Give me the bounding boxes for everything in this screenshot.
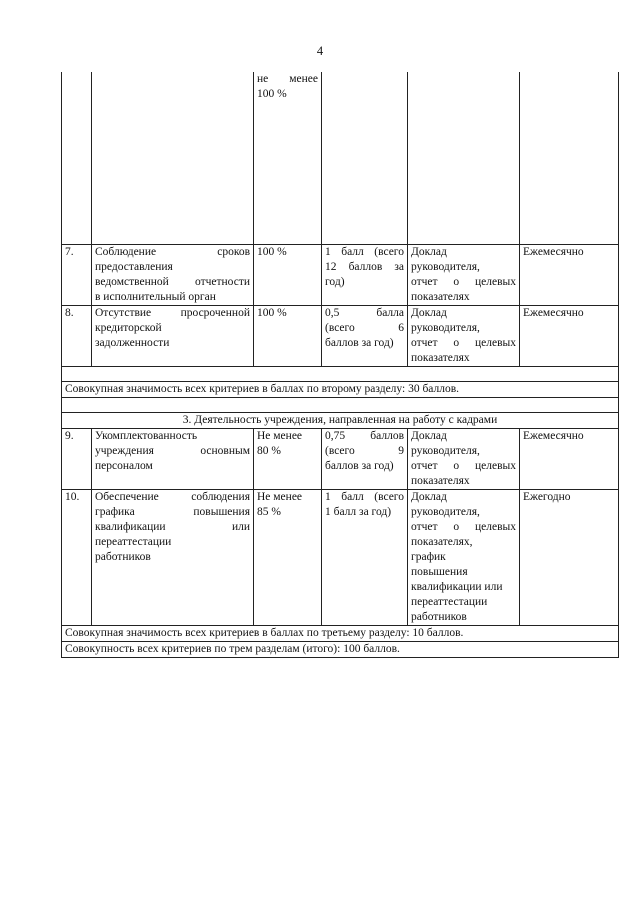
name-line: работников [95, 550, 151, 563]
cell-period: Ежемесячно [520, 305, 619, 366]
name-line: персоналом [95, 459, 153, 472]
cell-period [520, 72, 619, 244]
cell-score [322, 428, 408, 489]
name-line: в исполнительный орган [95, 290, 216, 303]
table-row [62, 305, 619, 366]
cell-period: Ежегодно [520, 489, 619, 625]
section3-title: 3. Деятельность учреждения, направленная на работу с кадрами [62, 412, 619, 428]
grand-total-row [62, 641, 619, 657]
spacer-row [62, 397, 619, 412]
value-line: Не менее [257, 429, 303, 442]
cell-value: 100 % [254, 244, 322, 305]
spacer-row [62, 366, 619, 381]
value-line: 80 % [257, 444, 281, 457]
score-line: 1 балл (всего [325, 490, 404, 503]
report-line: работников [411, 610, 467, 623]
grand-total: Совокупность всех критериев по трем разделам (итого): 100 баллов. [62, 641, 619, 657]
report-line: Доклад [411, 306, 447, 319]
report-line: руководителя, [411, 505, 480, 518]
section2-total-row [62, 381, 619, 397]
report-line: повышения [411, 565, 468, 578]
score-line: 1 балл за год) [325, 505, 392, 518]
cell-score [322, 305, 408, 366]
score-line: баллов за год) [325, 459, 394, 472]
report-line: Доклад [411, 490, 447, 503]
table-row [62, 244, 619, 305]
report-line: Доклад [411, 245, 447, 258]
report-line: график [411, 550, 446, 563]
report-line: показателях [411, 351, 470, 364]
report-line: отчет о целевых [411, 336, 516, 349]
name-line: предоставления [95, 260, 173, 273]
score-line: (всего 9 [325, 444, 404, 457]
cell-score [322, 244, 408, 305]
score-line: год) [325, 275, 345, 288]
cell-num: 8. [62, 305, 92, 366]
name-line: Отсутствие просроченной [95, 306, 250, 319]
name-line: задолженности [95, 336, 170, 349]
report-line: квалификации или [411, 580, 503, 593]
value-line: Не менее [257, 490, 303, 503]
name-line: квалификации или [95, 520, 250, 533]
value-line: 85 % [257, 505, 281, 518]
cell-value [254, 72, 322, 244]
criteria-table [61, 72, 619, 658]
cell-name [92, 72, 254, 244]
name-line: Обеспечение соблюдения [95, 490, 250, 503]
cell-name [92, 244, 254, 305]
score-line: 12 баллов за [325, 260, 404, 273]
table-row [62, 489, 619, 625]
report-line: показателях [411, 474, 470, 487]
score-line: 0,75 баллов [325, 429, 404, 442]
report-line: переаттестации [411, 595, 488, 608]
cell-score [322, 72, 408, 244]
cell-num: 7. [62, 244, 92, 305]
section3-title-row [62, 412, 619, 428]
score-line: баллов за год) [325, 336, 394, 349]
cell-score [322, 489, 408, 625]
cell-value: 100 % [254, 305, 322, 366]
cell-report [408, 305, 520, 366]
name-line: учреждения основным [95, 444, 250, 457]
section3-total-row [62, 625, 619, 641]
cell-value [254, 428, 322, 489]
value-line: 100 % [257, 88, 287, 100]
section2-total: Совокупная значимость всех критериев в баллах по второму разделу: 30 баллов. [62, 381, 619, 397]
report-line: руководителя, [411, 260, 480, 273]
table-row-continued [62, 72, 619, 244]
cell-name [92, 305, 254, 366]
cell-report [408, 428, 520, 489]
name-line: Соблюдение сроков [95, 245, 250, 258]
name-line: кредиторской [95, 321, 162, 334]
name-line: Укомплектованность [95, 429, 198, 442]
report-line: руководителя, [411, 321, 480, 334]
report-line: показателях, [411, 535, 473, 548]
report-line: Доклад [411, 429, 447, 442]
name-line: графика повышения [95, 505, 250, 518]
cell-value [254, 489, 322, 625]
cell-num: 9. [62, 428, 92, 489]
cell-period: Ежемесячно [520, 244, 619, 305]
cell-name [92, 489, 254, 625]
cell-report [408, 244, 520, 305]
cell-num: 10. [62, 489, 92, 625]
page-number: 4 [316, 44, 324, 58]
section3-total: Совокупная значимость всех критериев в баллах по третьему разделу: 10 баллов. [62, 625, 619, 641]
cell-period: Ежемесячно [520, 428, 619, 489]
report-line: отчет о целевых [411, 459, 516, 472]
report-line: показателях [411, 290, 470, 303]
cell-report [408, 489, 520, 625]
report-line: отчет о целевых [411, 520, 516, 533]
cell-num [62, 72, 92, 244]
report-line: отчет о целевых [411, 275, 516, 288]
name-line: переаттестации [95, 535, 172, 548]
score-line: (всего 6 [325, 321, 404, 334]
cell-name [92, 428, 254, 489]
table-row [62, 428, 619, 489]
score-line: 1 балл (всего [325, 245, 404, 258]
name-line: ведомственной отчетности [95, 275, 250, 288]
score-line: 0,5 балла [325, 306, 404, 319]
report-line: руководителя, [411, 444, 480, 457]
cell-report [408, 72, 520, 244]
value-line: не менее [257, 73, 318, 85]
